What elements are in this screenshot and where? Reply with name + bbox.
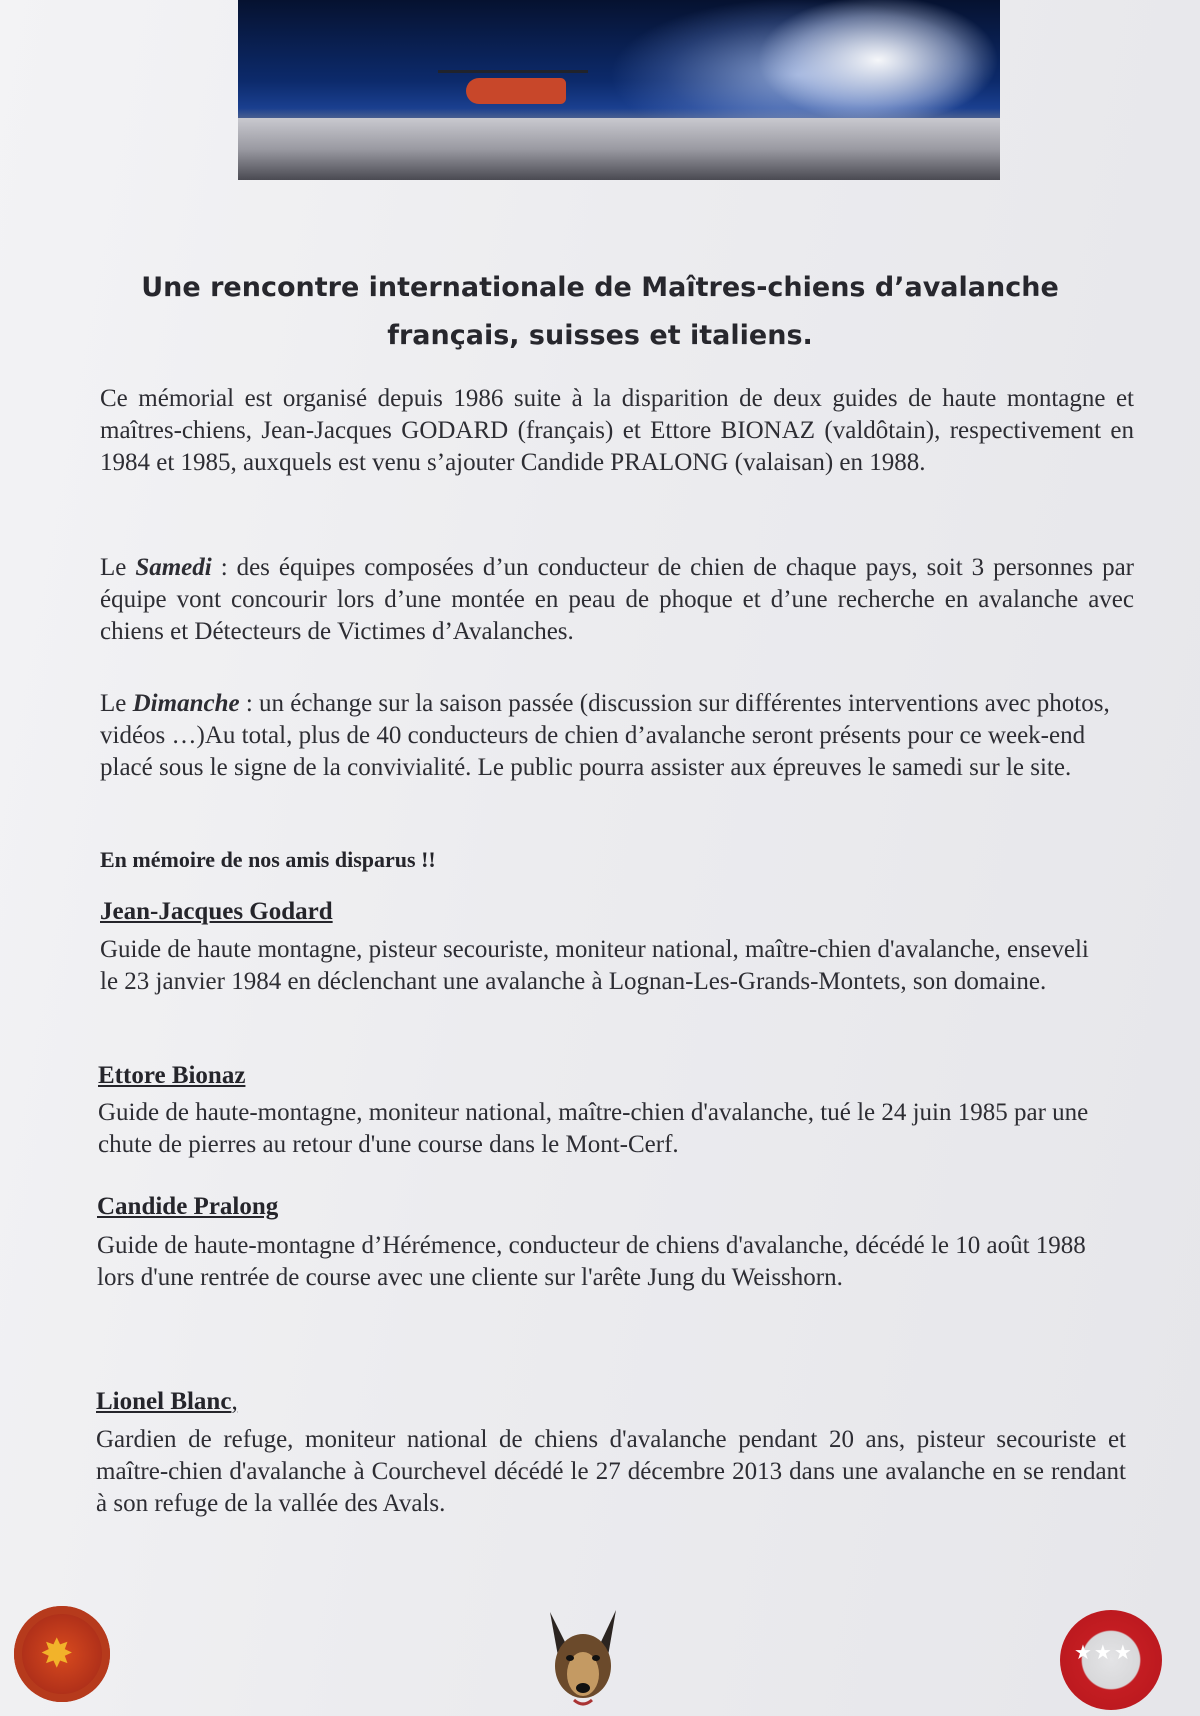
dimanche-paragraph <box>100 688 1140 784</box>
person-name-blanc-text: Lionel Blanc <box>96 1388 232 1415</box>
memory-heading: En mémoire de nos amis disparus !! <box>100 847 436 872</box>
intro-paragraph: Ce mémorial est organisé depuis 1986 suite à la disparition de deux guides de haute montagne et maîtres-chiens, Jean-Jacques GODARD (français) et Ettore BIONAZ (valdôtain), respectivement en 1984 et 1985, auxquels est venu s’ajouter Candide PRALONG (valaisan) en 1988. <box>100 385 1134 476</box>
conducteur-seal-icon <box>1060 1610 1162 1710</box>
dimanche-prefix: Le <box>100 690 133 717</box>
person-bio-bionaz: Guide de haute-montagne, moniteur national, maître-chien d'avalanche, tué le 24 juin 1985 par une chute de pierres au retour d'une course dans le Mont-Cerf. <box>98 1099 1089 1158</box>
star-icon: ✸ <box>40 1631 74 1676</box>
page-title-line1: Une rencontre internationale de Maîtres-chiens d’avalanche <box>141 272 1059 303</box>
dimanche-text: : un échange sur la saison passée (discussion sur différentes interventions avec photos, vidéos …)Au total, plus de 40 conducteurs de chien d’avalanche seront présents pour ce week-end placé sous le signe de la convivialité. Le public pourra assister aux épreuves le samedi sur le site. <box>100 690 1110 781</box>
guides-seal-icon <box>14 1606 110 1702</box>
person-bio-blanc: Gardien de refuge, moniteur national de chiens d'avalanche pendant 20 ans, pisteur secouriste et maître-chien d'avalanche à Courchevel décédé le 27 décembre 2013 dans une avalanche en se rendant à son refuge de la vallée des Avals. <box>96 1426 1126 1517</box>
person-name-blanc-comma: , <box>231 1388 238 1415</box>
person-name-pralong: Candide Pralong <box>97 1193 279 1220</box>
samedi-day: Samedi <box>135 554 212 581</box>
person-name-bionaz: Ettore Bionaz <box>98 1062 246 1089</box>
dimanche-day: Dimanche <box>132 690 240 717</box>
person-name-blanc <box>96 1388 238 1416</box>
samedi-text: : des équipes composées d’un conducteur de chien de chaque pays, soit 3 personnes par équipe vont concourir lors d’une montée en peau de phoque et d’une recherche en avalanche avec chiens et Détecteurs de Victimes d’Avalanches. <box>100 554 1134 645</box>
stars-icon: ★★★ <box>1074 1642 1134 1664</box>
samedi-paragraph <box>100 552 1134 648</box>
helicopter-rotor <box>438 70 588 73</box>
page-title-line2: français, suisses et italiens. <box>387 320 813 351</box>
helicopter-photo <box>238 0 1000 180</box>
snow-ground <box>238 118 1000 180</box>
helicopter-icon <box>466 78 566 104</box>
samedi-prefix: Le <box>100 554 136 581</box>
person-name-godard: Jean-Jacques Godard <box>100 898 333 925</box>
person-bio-godard: Guide de haute montagne, pisteur secouriste, moniteur national, maître-chien d'avalanche, enseveli le 23 janvier 1984 en déclenchant une avalanche à Lognan-Les-Grands-Montets, son domaine. <box>100 936 1089 995</box>
person-bio-pralong: Guide de haute-montagne d’Hérémence, conducteur de chiens d'avalanche, décédé le 10 août 1988 lors d'une rentrée de course avec une cliente sur l'arête Jung du Weisshorn. <box>97 1232 1086 1291</box>
dog-head-icon <box>540 1604 626 1714</box>
